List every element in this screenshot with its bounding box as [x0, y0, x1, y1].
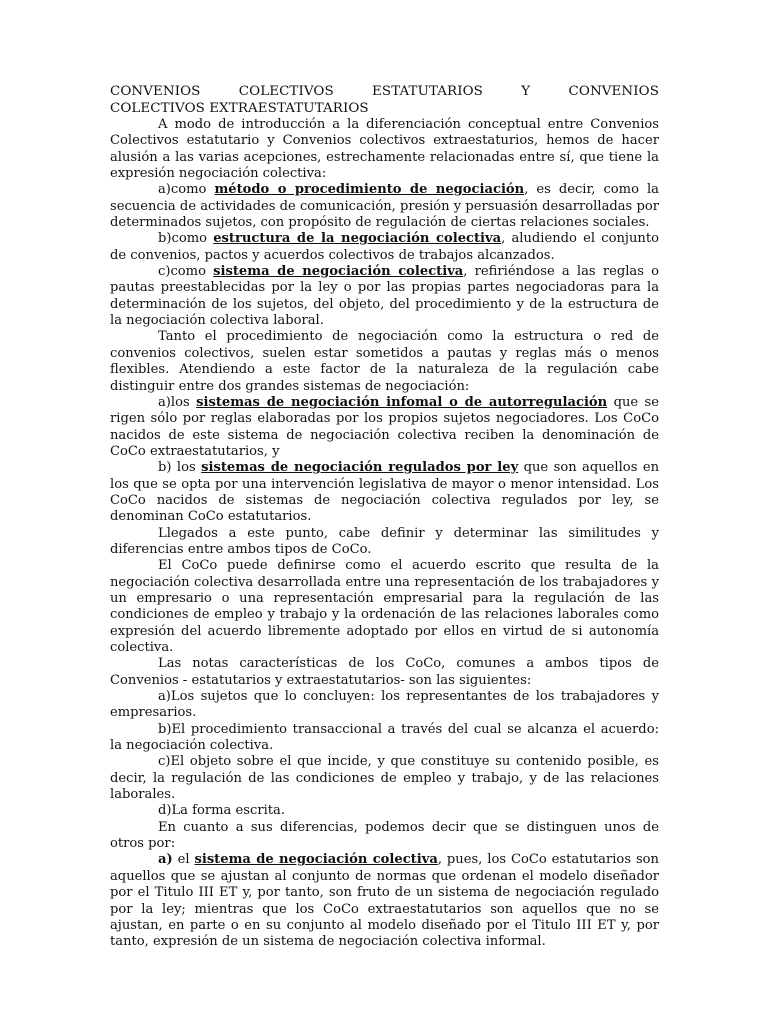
note-d-paragraph: d)La forma escrita.	[158, 803, 286, 819]
common-notes-paragraph: Las notas características de los CoCo, comunes a ambos tipos de Convenios - estatutarios y extraestatutarios- son las siguientes:	[110, 656, 659, 688]
systems-intro-paragraph: Tanto el procedimiento de negociación como la estructura o red de convenios colectivos, suelen estar sometidos a pautas y reglas más o menos flexibles. Atendiendo a este factor de la naturaleza de la regulación cabe distinguir entre dos grandes sistemas de negociación:	[110, 329, 659, 394]
system-a-term: sistemas de negociación infomal o de autorregulación	[196, 394, 608, 410]
meaning-b-prefix: b)como	[158, 231, 214, 247]
system-b-text: que son aquellos en los que se opta por una intervención legislativa de mayor o menor intensidad. Los CoCo nacidos de sistemas de negociación colectiva regulados por ley, se denominan CoCo estatutarios.	[110, 460, 660, 525]
meaning-a-paragraph	[110, 182, 659, 231]
difference-a-text: , pues, los CoCo estatutarios son aquellos que se ajustan al conjunto de normas que ordenan el modelo diseñador por el Titulo III ET y, por tanto, son fruto de un sistema de negociación regulado por la ley; mientras que los CoCo extraestatutarios son aquellos que no se ajustan, en parte o en su conjunto al modelo diseñado por el Titulo III ET y, por tanto, expresión de un sistema de negociación colectiva informal.	[110, 852, 659, 950]
system-a-paragraph	[110, 395, 659, 460]
difference-a-paragraph	[110, 852, 659, 950]
title-line-1: CONVENIOS COLECTIVOS ESTATUTARIOS Y CONVENIOS	[110, 84, 659, 99]
title-line-2: COLECTIVOS EXTRAESTATUTARIOS	[110, 100, 369, 116]
meaning-a-prefix: a)como	[158, 182, 215, 198]
system-b-term: sistemas de negociación regulados por ley	[201, 460, 519, 476]
meaning-c-prefix: c)como	[158, 264, 214, 280]
system-a-text: que se rigen sólo por reglas elaboradas por los propios sujetos negociadores. Los CoCo nacidos de este sistema de negociación colectiva reciben la denominación de CoCo extraestatutarios, y	[110, 394, 659, 459]
differences-intro-paragraph: En cuanto a sus diferencias, podemos decir que se distinguen unos de otros por:	[110, 819, 659, 852]
note-a-paragraph: a)Los sujetos que lo concluyen: los representantes de los trabajadores y empresarios.	[110, 689, 659, 721]
meaning-a-text: , es decir, como la secuencia de actividades de comunicación, presión y persuasión desarrolladas por determinados sujetos, con propósito de regulación de ciertas relaciones sociales.	[110, 182, 659, 231]
meaning-c-text: , refiriéndose a las reglas o pautas preestablecidas por la ley o por las propias partes negociadoras para la determinación de los sujetos, del objeto, del procedimiento y de la estructura de la negociación colectiva laboral.	[110, 264, 659, 329]
note-b-paragraph: b)El procedimiento transaccional a través del cual se alcanza el acuerdo: la negociación colectiva.	[110, 721, 659, 754]
system-b-prefix: b) los	[158, 460, 202, 476]
meaning-c-term: sistema de negociación colectiva	[213, 264, 464, 280]
note-c-paragraph: c)El objeto sobre el que incide, y que constituye su contenido posible, es decir, la regulación de las condiciones de empleo y trabajo, y de las relaciones laborales.	[110, 754, 659, 803]
system-b-paragraph	[110, 460, 659, 525]
difference-a-term: sistema de negociación colectiva	[194, 852, 438, 868]
difference-a-prefix: el	[172, 852, 195, 868]
difference-a-label: a)	[158, 852, 173, 868]
intro-paragraph: A modo de introducción a la diferenciación conceptual entre Convenios Colectivos estatutario y Convenios colectivos extraestaturios, hemos de hacer alusión a las varias acepciones, estrechamente relacionadas entre sí, que tiene la expresión negociación colectiva:	[110, 117, 659, 182]
meaning-a-term: método o procedimiento de negociación	[214, 182, 525, 198]
meaning-b-paragraph	[110, 231, 659, 264]
meaning-c-paragraph	[110, 264, 659, 329]
definition-intro-paragraph: Llegados a este punto, cabe definir y determinar las similitudes y diferencias entre ambos tipos de CoCo.	[110, 525, 659, 557]
meaning-b-text: , aludiendo el conjunto de convenios, pactos y acuerdos colectivos de trabajos alcanzados.	[110, 231, 659, 263]
definition-paragraph: El CoCo puede definirse como el acuerdo escrito que resulta de la negociación colectiva desarrollada entre una representación de los trabajadores y un empresario o una representación empresarial para la regulación de las condiciones de empleo y trabajo y la ordenación de las relaciones laborales como expresión del acuerdo libremente adoptado por ellos en virtud de si autonomía colectiva.	[110, 558, 659, 655]
system-a-prefix: a)los	[158, 394, 197, 410]
meaning-b-term: estructura de la negociación colectiva	[213, 231, 502, 247]
document-title	[110, 84, 659, 117]
